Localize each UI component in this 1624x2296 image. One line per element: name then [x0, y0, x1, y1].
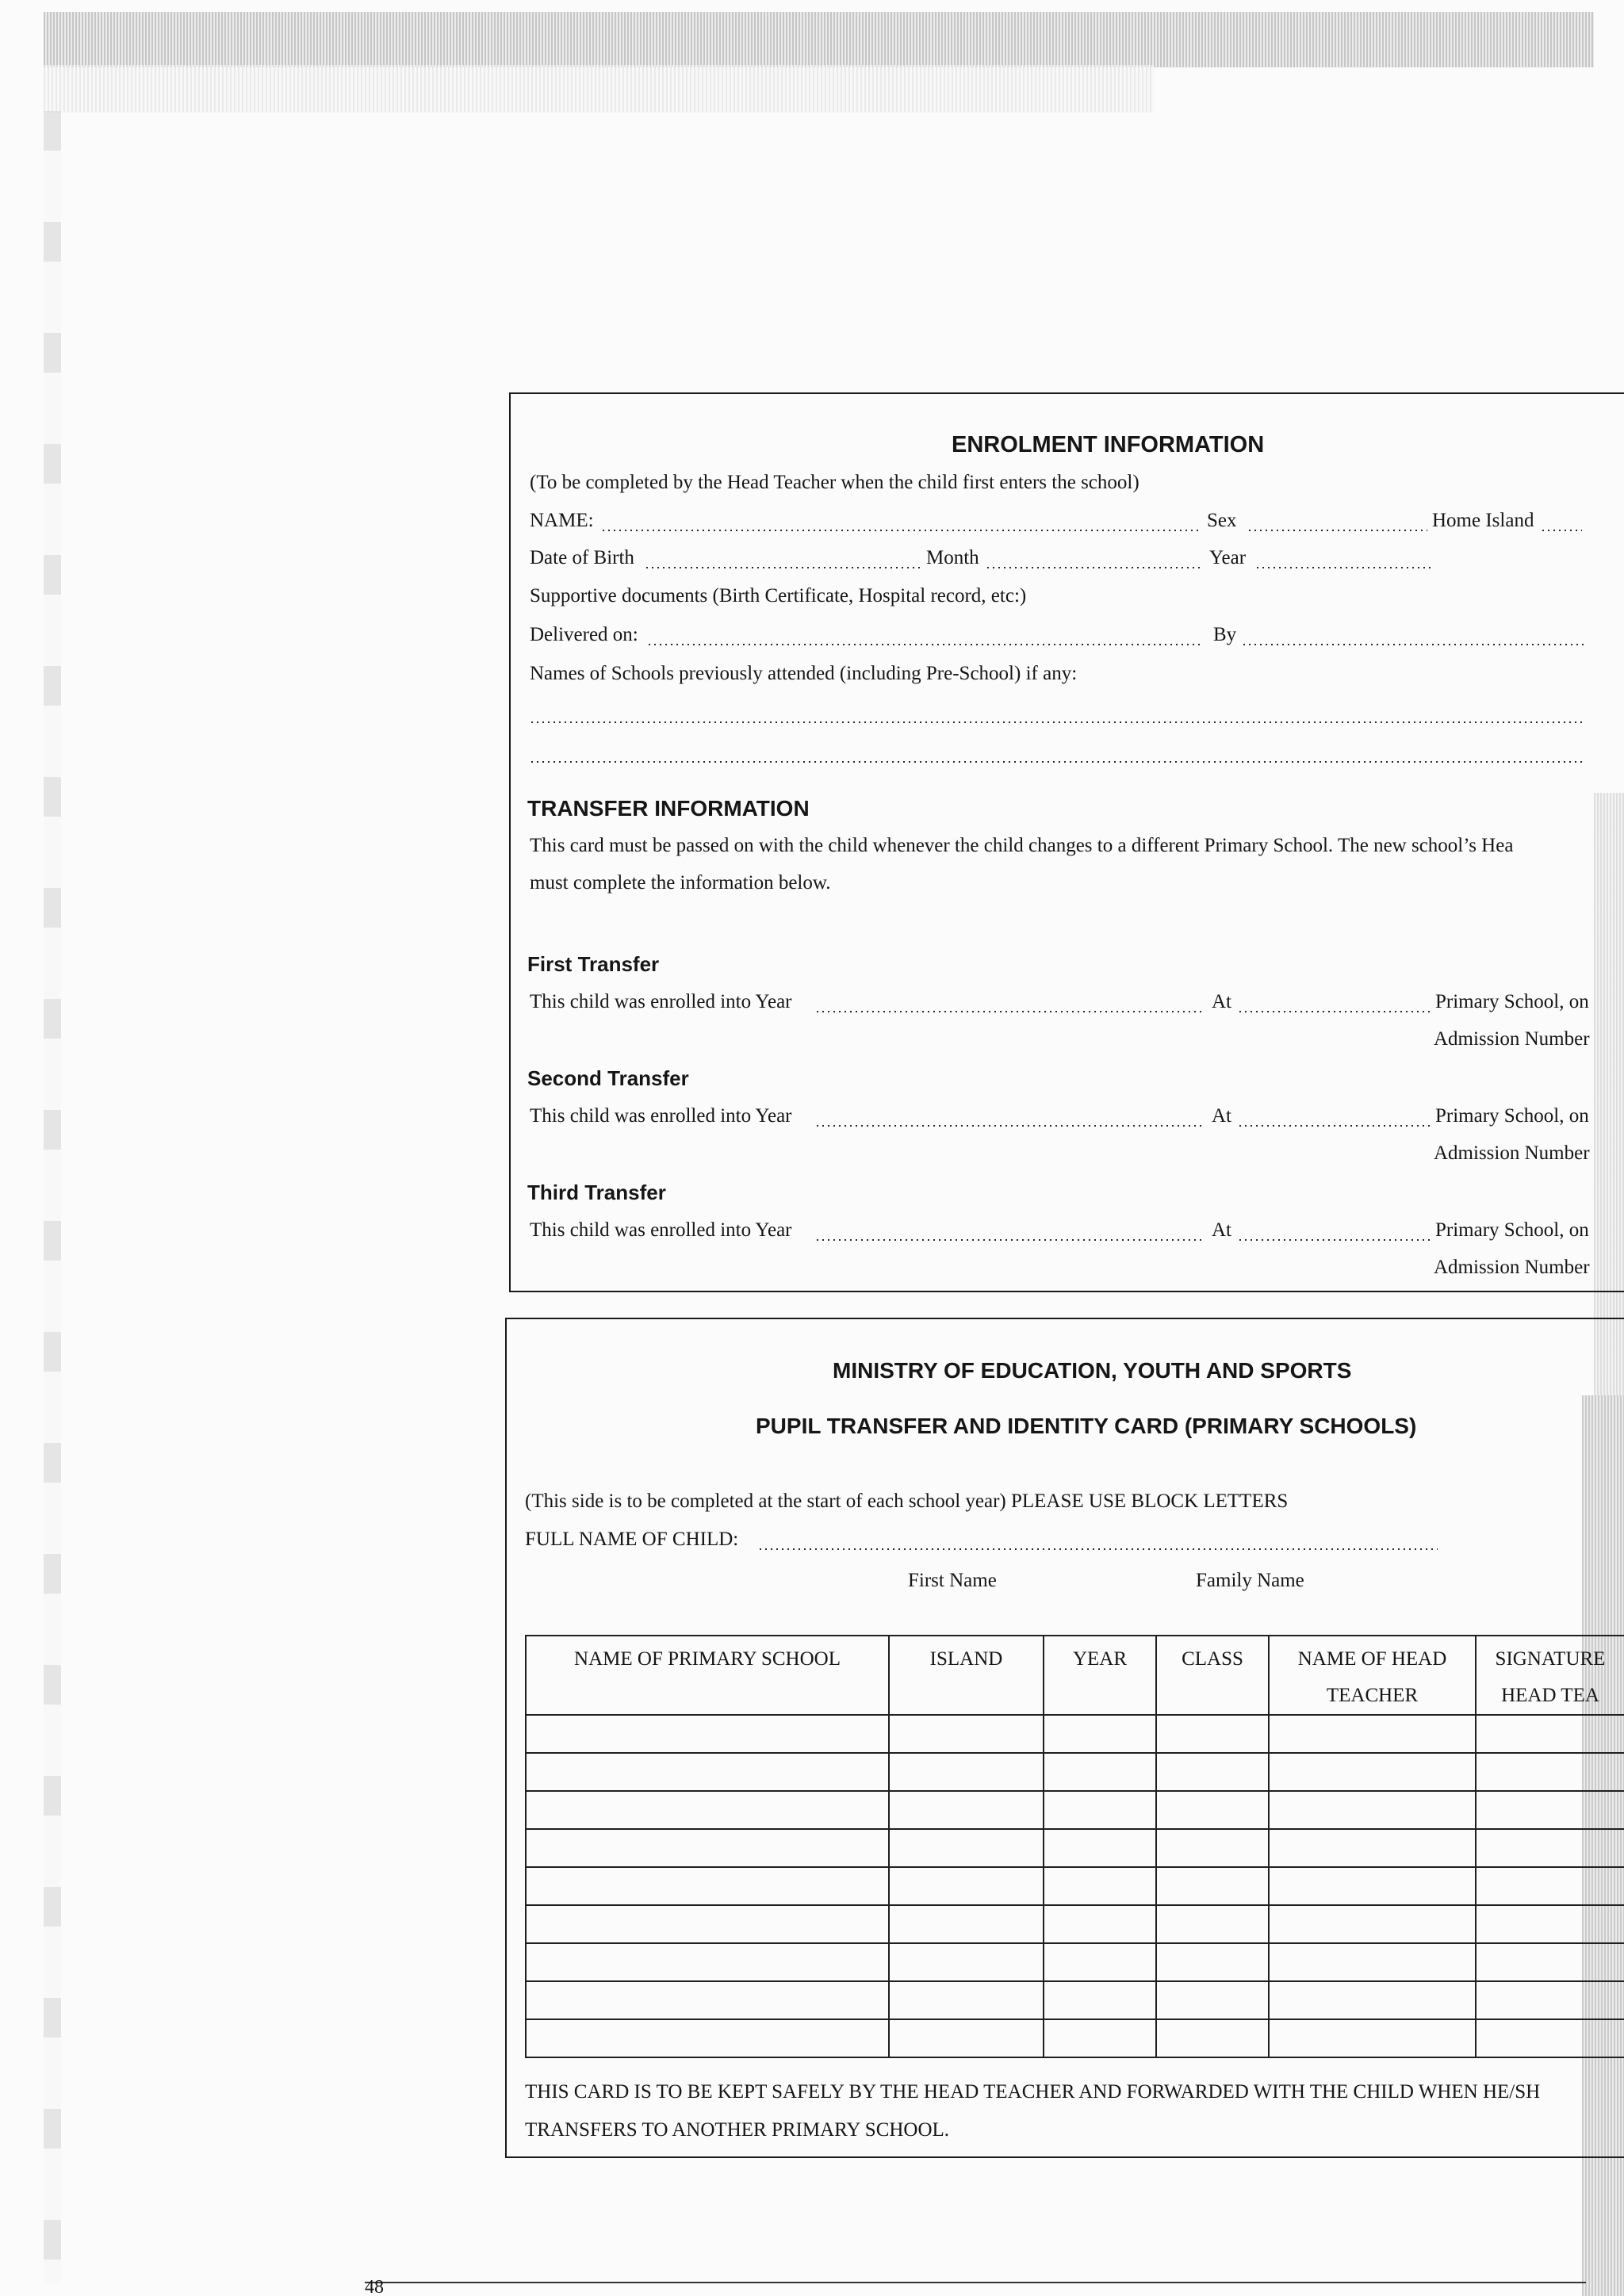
transfer-title: TRANSFER INFORMATION: [527, 796, 810, 821]
table-cell[interactable]: [1044, 2019, 1156, 2057]
table-cell[interactable]: [889, 1829, 1044, 1867]
table-row: [526, 1867, 1624, 1905]
table-cell[interactable]: [1476, 1867, 1624, 1905]
second-transfer-title: Second Transfer: [527, 1066, 689, 1090]
third-transfer-primary-school: Primary School, on: [1435, 1219, 1589, 1241]
table-cell[interactable]: [526, 1753, 889, 1791]
page-footer-rule: [365, 2282, 1586, 2283]
sex-field[interactable]: [1249, 530, 1427, 531]
table-row: [526, 1905, 1624, 1943]
scan-shadow-top-faint: [44, 65, 1154, 113]
ministry-title: MINISTRY OF EDUCATION, YOUTH AND SPORTS: [833, 1358, 1352, 1383]
table-cell[interactable]: [1044, 1791, 1156, 1829]
first-transfer-admission: Admission Number: [1434, 1028, 1590, 1050]
table-cell[interactable]: [1044, 1829, 1156, 1867]
scan-shadow-top: [44, 12, 1594, 67]
table-cell[interactable]: [1156, 1829, 1269, 1867]
table-cell[interactable]: [1044, 1867, 1156, 1905]
table-cell[interactable]: [1044, 1715, 1156, 1753]
card-footer-line-1: THIS CARD IS TO BE KEPT SAFELY BY THE HEAD TEACHER AND FORWARDED WITH THE CHILD WHEN HE/SH: [525, 2081, 1541, 2103]
table-cell[interactable]: [1156, 2019, 1269, 2057]
table-cell[interactable]: [1476, 1715, 1624, 1753]
table-row: [526, 1715, 1624, 1753]
year-label: Year: [1209, 547, 1247, 568]
table-cell[interactable]: [526, 1715, 889, 1753]
full-name-label: FULL NAME OF CHILD:: [525, 1529, 739, 1550]
table-row: [526, 1791, 1624, 1829]
first-transfer-school-field[interactable]: [1239, 1011, 1434, 1012]
table-cell[interactable]: [1476, 1791, 1624, 1829]
home-island-field[interactable]: [1542, 530, 1582, 531]
table-row: [526, 1981, 1624, 2019]
previous-schools-label: Names of Schools previously attended (including Pre-School) if any:: [530, 663, 1078, 684]
table-cell[interactable]: [1044, 1943, 1156, 1981]
table-cell[interactable]: [1269, 1753, 1476, 1791]
table-cell[interactable]: [889, 1715, 1044, 1753]
table-cell[interactable]: [889, 1981, 1044, 2019]
table-cell[interactable]: [1044, 1753, 1156, 1791]
table-cell[interactable]: [1269, 1715, 1476, 1753]
table-cell[interactable]: [526, 2019, 889, 2057]
name-field[interactable]: [603, 530, 1201, 531]
table-cell[interactable]: [1269, 1791, 1476, 1829]
previous-schools-line-1[interactable]: [531, 721, 1582, 723]
column-header-head-teacher: NAME OF HEAD TEACHER: [1269, 1636, 1476, 1715]
table-cell[interactable]: [889, 1867, 1044, 1905]
table-cell[interactable]: [889, 2019, 1044, 2057]
second-transfer-primary-school: Primary School, on: [1435, 1105, 1589, 1127]
card-instruction: (This side is to be completed at the start of each school year) PLEASE USE BLOCK LETTERS: [525, 1490, 1289, 1512]
column-header-school: NAME OF PRIMARY SCHOOL: [526, 1636, 889, 1715]
second-transfer-enrolled: This child was enrolled into Year: [530, 1105, 792, 1127]
table-cell[interactable]: [1476, 1943, 1624, 1981]
table-cell[interactable]: [1156, 1943, 1269, 1981]
table-cell[interactable]: [1476, 1905, 1624, 1943]
table-cell[interactable]: [1156, 1981, 1269, 2019]
table-cell[interactable]: [1476, 1981, 1624, 2019]
table-row: [526, 1753, 1624, 1791]
dob-field[interactable]: [646, 567, 924, 568]
table-cell[interactable]: [1476, 1829, 1624, 1867]
by-field[interactable]: [1243, 644, 1584, 645]
table-cell[interactable]: [889, 1943, 1044, 1981]
table-cell[interactable]: [1269, 2019, 1476, 2057]
table-cell[interactable]: [1156, 1715, 1269, 1753]
delivered-label: Delivered on:: [530, 624, 638, 645]
dob-label: Date of Birth: [530, 547, 634, 568]
table-cell[interactable]: [1476, 1753, 1624, 1791]
table-cell[interactable]: [889, 1753, 1044, 1791]
table-cell[interactable]: [1476, 2019, 1624, 2057]
table-row: [526, 2019, 1624, 2057]
table-cell[interactable]: [1269, 1981, 1476, 2019]
family-name-caption: Family Name: [1196, 1570, 1304, 1591]
table-cell[interactable]: [1044, 1905, 1156, 1943]
first-transfer-at: At: [1212, 991, 1231, 1012]
third-transfer-at: At: [1212, 1219, 1231, 1241]
third-transfer-school-field[interactable]: [1239, 1239, 1434, 1241]
table-cell[interactable]: [526, 1791, 889, 1829]
by-label: By: [1213, 624, 1237, 645]
previous-schools-line-2[interactable]: [531, 761, 1582, 763]
table-cell[interactable]: [1269, 1867, 1476, 1905]
table-cell[interactable]: [526, 1829, 889, 1867]
table-cell[interactable]: [1269, 1905, 1476, 1943]
home-island-label: Home Island: [1432, 510, 1534, 531]
table-cell[interactable]: [526, 1943, 889, 1981]
month-label: Month: [926, 547, 979, 568]
table-row: [526, 1943, 1624, 1981]
name-label: NAME:: [530, 510, 594, 531]
full-name-field[interactable]: [760, 1548, 1438, 1550]
second-transfer-year-field[interactable]: [817, 1125, 1205, 1127]
table-header-row: [526, 1636, 1624, 1715]
third-transfer-admission: Admission Number: [1434, 1257, 1590, 1278]
second-transfer-at: At: [1212, 1105, 1231, 1127]
table-cell[interactable]: [1156, 1905, 1269, 1943]
second-transfer-school-field[interactable]: [1239, 1125, 1434, 1127]
transfer-text-line-2: must complete the information below.: [530, 872, 831, 894]
binder-edge: [44, 111, 61, 2283]
table-row: [526, 1829, 1624, 1867]
table-cell[interactable]: [889, 1791, 1044, 1829]
supportive-docs-label: Supportive documents (Birth Certificate, Hospital record, etc:): [530, 585, 1027, 607]
first-transfer-year-field[interactable]: [817, 1011, 1205, 1012]
year-field[interactable]: [1257, 567, 1431, 568]
table-cell[interactable]: [526, 1867, 889, 1905]
first-transfer-primary-school: Primary School, on: [1435, 991, 1589, 1012]
page-number: 48: [365, 2279, 384, 2296]
table-cell[interactable]: [1156, 1791, 1269, 1829]
delivered-field[interactable]: [649, 644, 1204, 645]
enrolment-title: ENROLMENT INFORMATION: [952, 432, 1265, 457]
month-field[interactable]: [987, 567, 1201, 568]
first-name-caption: First Name: [908, 1570, 997, 1591]
column-header-class: CLASS: [1156, 1636, 1269, 1715]
table-cell[interactable]: [1269, 1829, 1476, 1867]
card-footer-line-2: TRANSFERS TO ANOTHER PRIMARY SCHOOL.: [525, 2119, 950, 2141]
table-cell[interactable]: [1044, 1981, 1156, 2019]
second-transfer-admission: Admission Number: [1434, 1142, 1590, 1164]
first-transfer-enrolled: This child was enrolled into Year: [530, 991, 792, 1012]
enrolment-note: (To be completed by the Head Teacher when the child first enters the school): [530, 472, 1139, 493]
sex-label: Sex: [1207, 510, 1237, 531]
table-cell[interactable]: [1269, 1943, 1476, 1981]
table-cell[interactable]: [526, 1981, 889, 2019]
column-header-island: ISLAND: [889, 1636, 1044, 1715]
card-title: PUPIL TRANSFER AND IDENTITY CARD (PRIMARY SCHOOLS): [756, 1414, 1417, 1438]
table-cell[interactable]: [1156, 1867, 1269, 1905]
third-transfer-title: Third Transfer: [527, 1181, 666, 1204]
column-header-signature: SIGNATURE HEAD TEA: [1476, 1636, 1624, 1715]
table-body: [526, 1715, 1624, 2057]
third-transfer-year-field[interactable]: [817, 1239, 1205, 1241]
third-transfer-enrolled: This child was enrolled into Year: [530, 1219, 792, 1241]
table-cell[interactable]: [1156, 1753, 1269, 1791]
table-cell[interactable]: [889, 1905, 1044, 1943]
school-history-table: [525, 1635, 1624, 2058]
transfer-text-line-1: This card must be passed on with the child whenever the child changes to a different Primary School. The new school’s Hea: [530, 835, 1514, 856]
column-header-year: YEAR: [1044, 1636, 1156, 1715]
table-cell[interactable]: [526, 1905, 889, 1943]
first-transfer-title: First Transfer: [527, 952, 660, 976]
